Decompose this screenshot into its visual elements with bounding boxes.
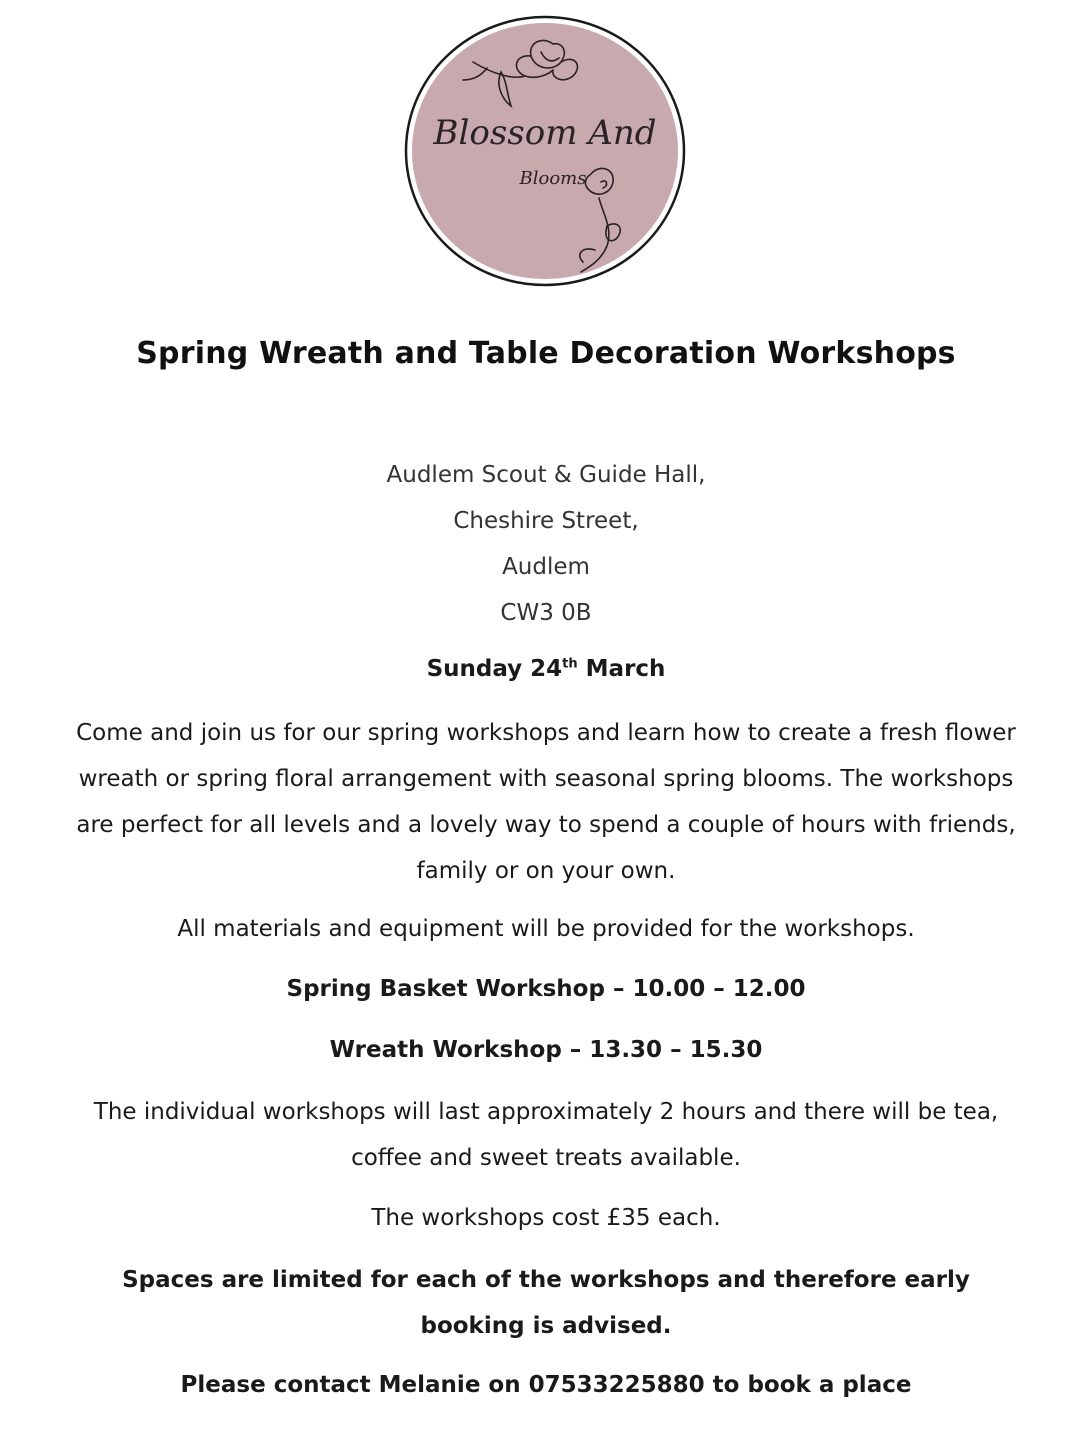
- session-spring-basket: Spring Basket Workshop – 10.00 – 12.00: [286, 976, 806, 1002]
- session-wreath: Wreath Workshop – 13.30 – 15.30: [329, 1037, 763, 1063]
- address-line-2: Cheshire Street,: [453, 508, 639, 534]
- venue-address: [0, 455, 1092, 639]
- materials-note: All materials and equipment will be provided for the workshops.: [177, 916, 915, 942]
- event-date: [0, 656, 1092, 682]
- address-line-1: Audlem Scout & Guide Hall,: [386, 462, 706, 488]
- logo-text-line2: Blooms: [519, 168, 587, 189]
- duration-paragraph: The individual workshops will last approximately 2 hours and there will be tea, coffee and sweet treats available.: [93, 1099, 999, 1171]
- logo-graphic: [403, 14, 687, 288]
- contact-line: Please contact Melanie on 07533225880 to book a place: [180, 1372, 912, 1398]
- address-line-4: CW3 0B: [500, 600, 592, 626]
- event-date-day: Sunday 24: [426, 656, 563, 682]
- blossom-and-blooms-logo: [403, 14, 687, 288]
- cost-note: The workshops cost £35 each.: [371, 1205, 721, 1231]
- address-line-3: Audlem: [502, 554, 590, 580]
- event-date-ordinal: th: [562, 656, 578, 672]
- spaces-note: Spaces are limited for each of the workshops and therefore early booking is advised.: [122, 1267, 970, 1339]
- intro-paragraph: Come and join us for our spring workshops and learn how to create a fresh flower wreath or spring floral arrangement with seasonal spring blooms. The workshops are perfect for all levels and a lovely way to spend a couple of hours with friends, family or on your own.: [76, 720, 1016, 884]
- poster-title: Spring Wreath and Table Decoration Workshops: [136, 336, 956, 371]
- logo-text-line1: Blossom And: [433, 113, 657, 153]
- event-date-month: March: [585, 656, 666, 682]
